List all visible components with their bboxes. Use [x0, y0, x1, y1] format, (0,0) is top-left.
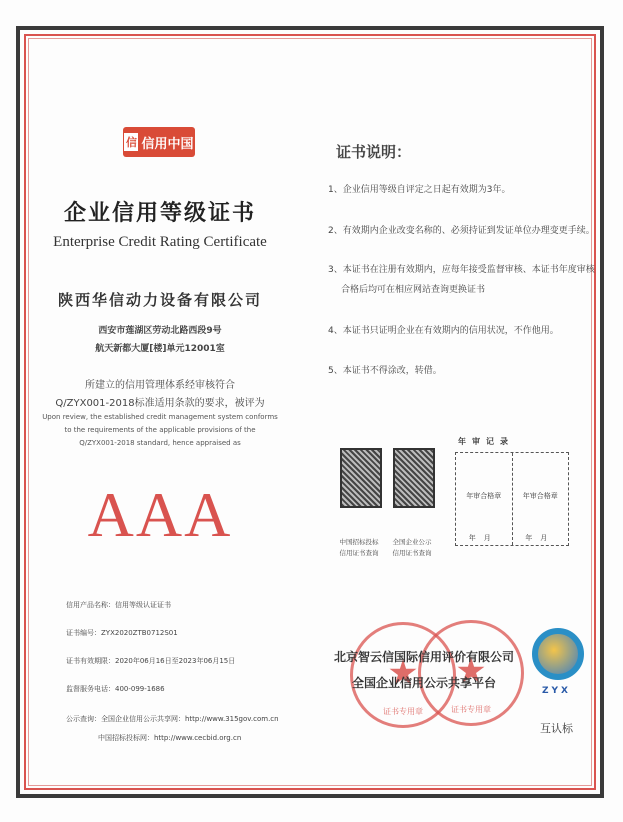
address-line: 航天新都大厦[楼]单元12001室	[95, 344, 225, 354]
certificate-title: 企业信用等级证书	[63, 201, 256, 226]
red-seal: 证书专用章	[418, 620, 524, 726]
red-seal: 证书专用章	[350, 622, 456, 728]
note-item: 4、本证书只证明企业在有效期内的信用状况，不作他用。	[328, 326, 559, 336]
address-line: 西安市莲湖区劳动北路西段9号	[98, 326, 222, 336]
product-name: 信用产品名称：信用等级认证证书	[66, 601, 171, 609]
statement-en: to the requirements of the applicable provisions of the	[64, 426, 256, 434]
review-cell: 年审合格章 年月	[456, 453, 513, 545]
platform-name: 全国企业信用公示共享平台	[352, 676, 497, 690]
qr-code[interactable]	[393, 448, 435, 508]
qr-label: 全国企业公示 信用证书查询	[392, 538, 432, 557]
note-item: 5、本证书不得涂改，转借。	[328, 366, 442, 376]
credit-china-logo: 信 信用中国	[123, 127, 195, 157]
statement-en: Q/ZYX001-2018 standard, hence appraised as	[79, 439, 241, 447]
statement-cn: 所建立的信用管理体系经审核符合	[85, 380, 235, 391]
statement-en: Upon review, the established credit management system conforms	[42, 413, 278, 421]
note-item: 合格后均可在相应网站查询更换证书	[341, 285, 486, 295]
issuer-name: 北京智云信国际信用评价有限公司	[334, 650, 515, 664]
statement-cn: Q/ZYX001-2018标准适用条款的要求，被评为	[55, 398, 265, 409]
logo-text: ZYX	[542, 686, 571, 696]
annual-review-box	[455, 452, 569, 546]
service-phone: 监督服务电话：400-099-1686	[66, 685, 165, 693]
query-site-1: 公示查询：全国企业信用公示共享网：http://www.315gov.com.cn	[66, 715, 279, 723]
certificate-number: 证书编号：ZYX2020ZTB0712S01	[66, 629, 178, 637]
review-cell: 年审合格章 年月	[522, 492, 558, 542]
query-site-2: 中国招标投标网：http://www.cecbid.org.cn	[98, 734, 242, 742]
validity-period: 证书有效期限：2020年06月16日至2023年06月15日	[66, 657, 236, 665]
qr-label: 中国招标投标 信用证书查询	[339, 538, 379, 557]
note-item: 1、企业信用等级自评定之日起有效期为3年。	[328, 185, 511, 195]
note-item: 2、有效期内企业改变名称的、必须持证到发证单位办理变更手续。	[328, 226, 595, 236]
company-name: 陕西华信动力设备有限公司	[57, 291, 262, 309]
qr-code[interactable]	[340, 448, 382, 508]
notes-heading: 证书说明：	[336, 143, 412, 161]
mutual-recognition-logo	[532, 628, 584, 680]
note-item: 3、本证书在注册有效期内，应每年接受监督审核、本证书年度审核	[328, 265, 595, 275]
mutual-label: 互认标	[540, 722, 573, 735]
annual-review-heading: 年审记录	[458, 437, 514, 446]
rating: AAA	[87, 479, 233, 550]
certificate-title-en: Enterprise Credit Rating Certificate	[53, 234, 267, 250]
